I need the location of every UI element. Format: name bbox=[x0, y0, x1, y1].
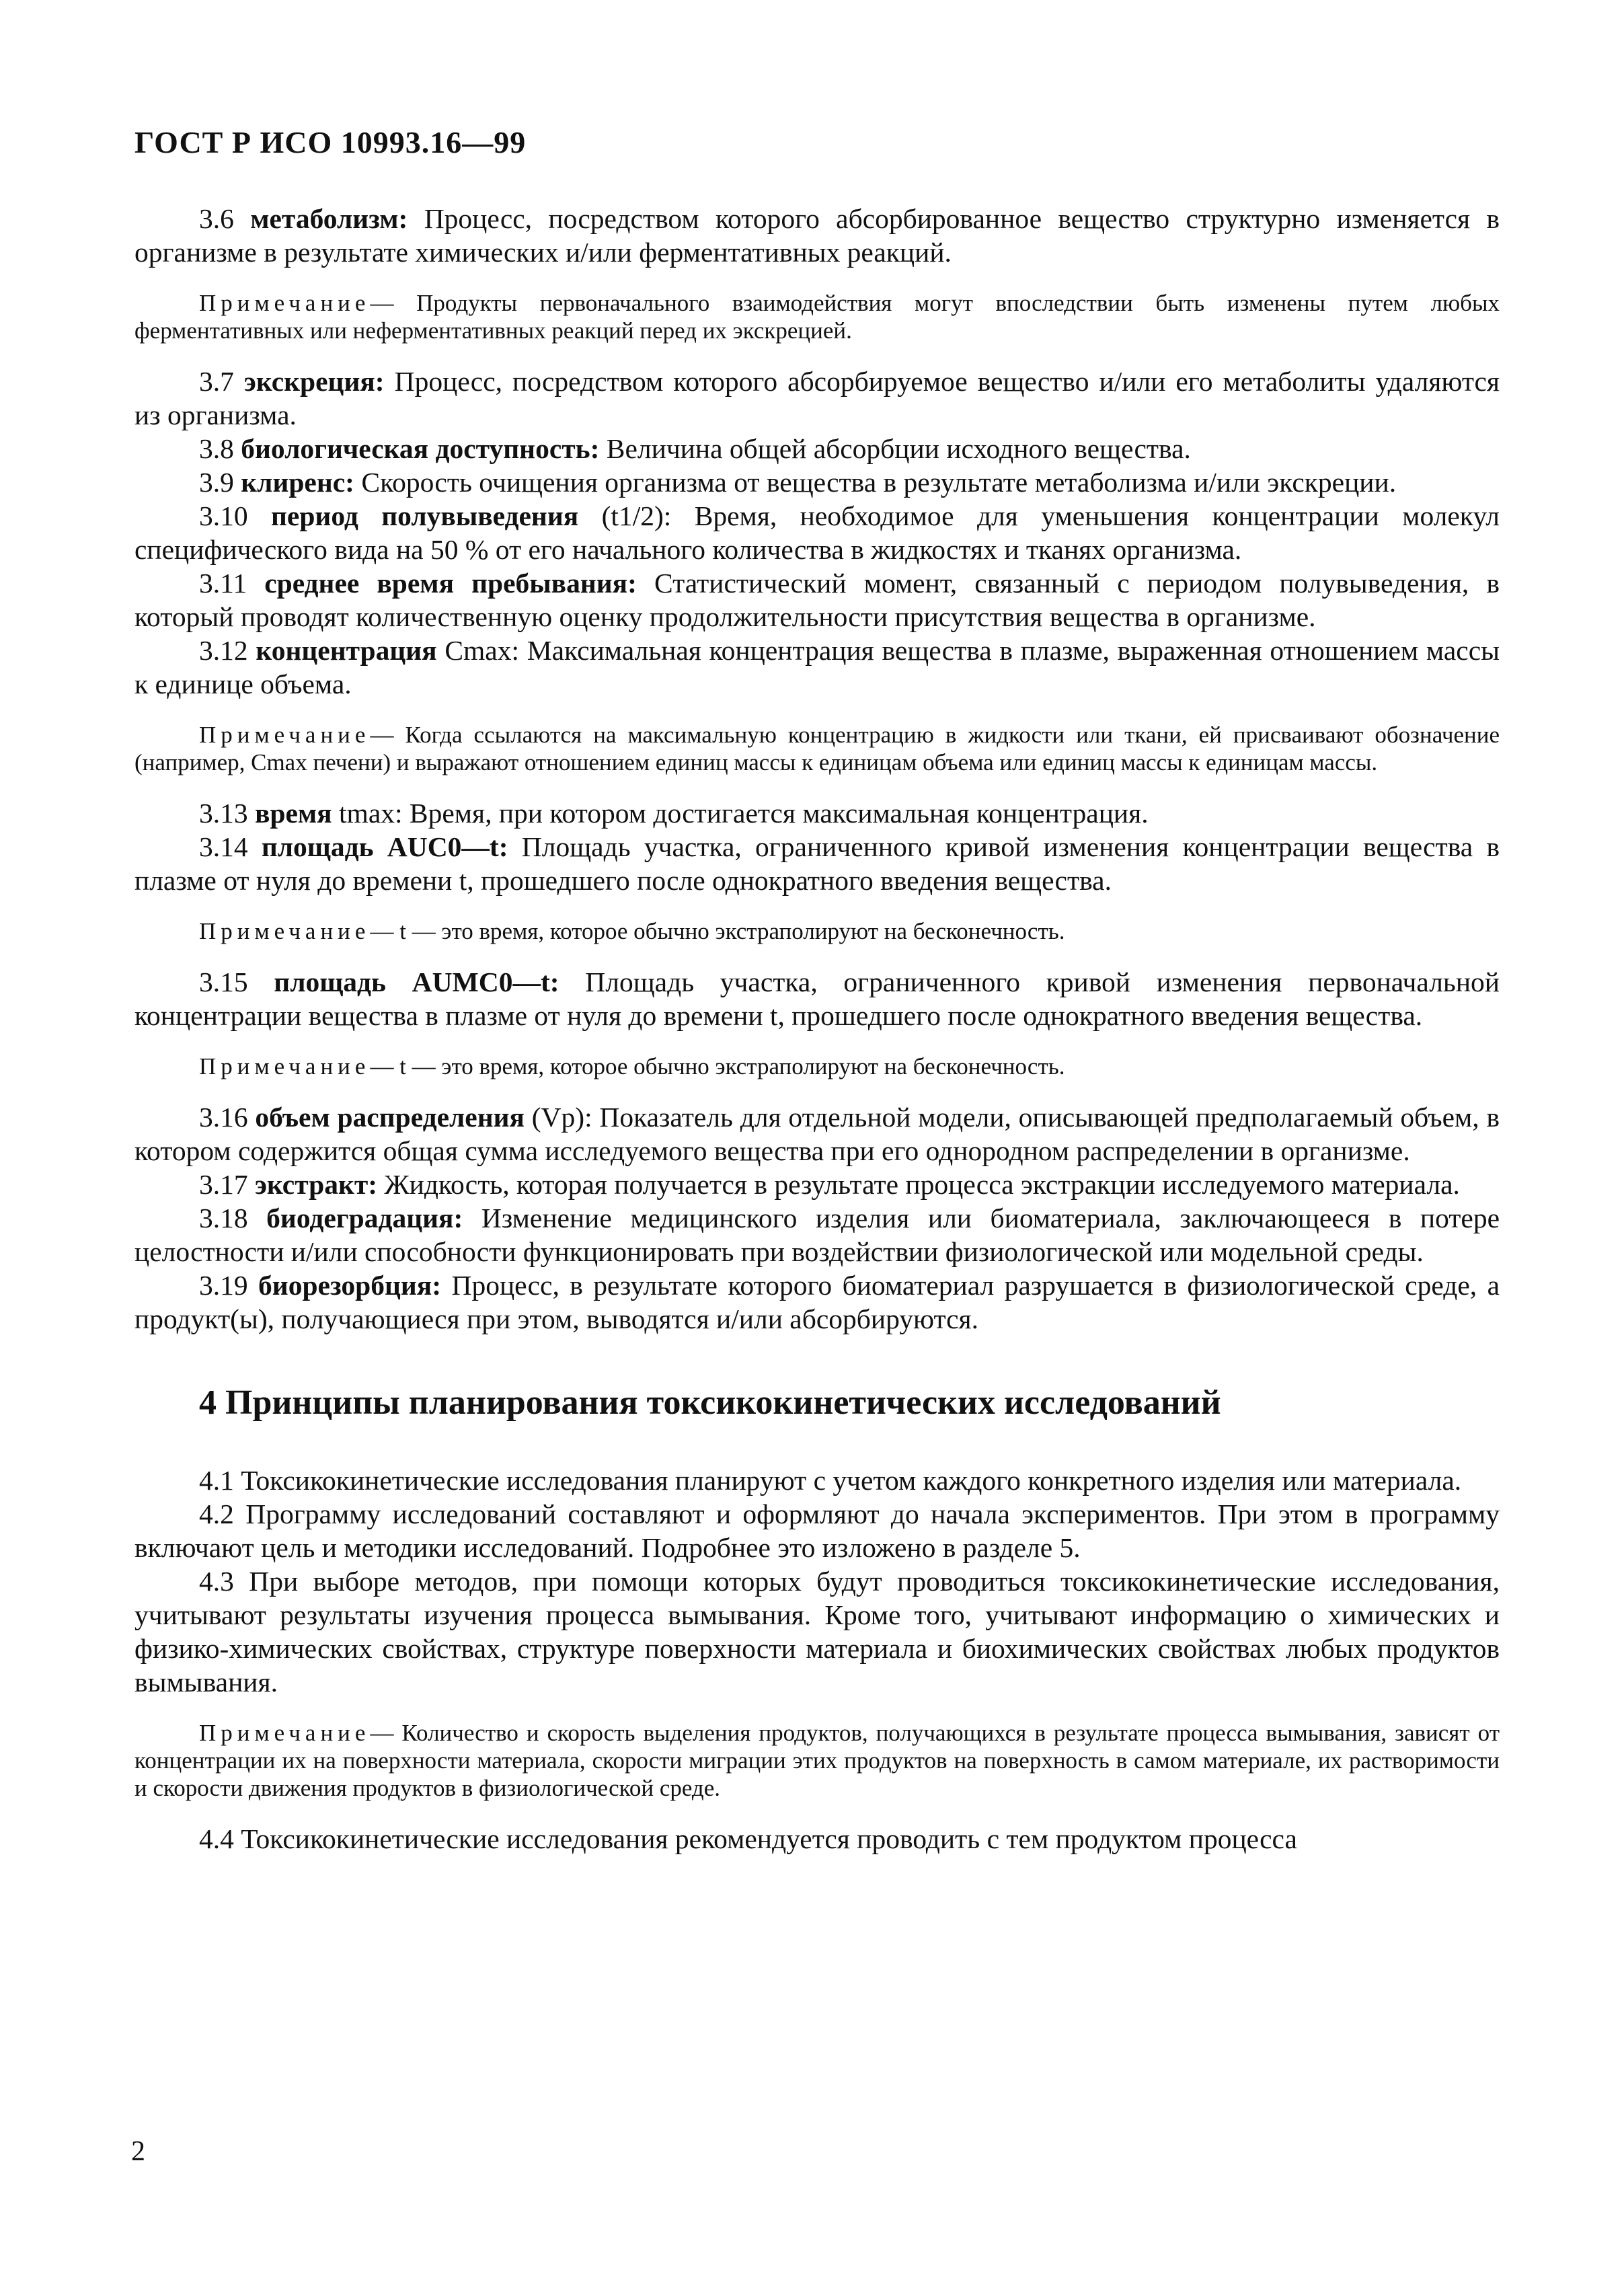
defined-term: биологическая доступность: bbox=[241, 433, 600, 464]
clause-text: Процесс, посредством которого абсорбируемое вещество и/или его метаболиты удаляются из организма. bbox=[134, 366, 1500, 430]
clause-paragraph bbox=[134, 1497, 1500, 1564]
note-paragraph bbox=[134, 1719, 1500, 1802]
clause-text: Изменение медицинского изделия или биоматериала, заключающееся в потере целостности и/или способности функционировать при воздействии физиологической или модельной среды. bbox=[134, 1203, 1500, 1267]
defined-term: клиренс: bbox=[241, 467, 355, 498]
clause-text: Величина общей абсорбции исходного вещества. bbox=[606, 433, 1191, 464]
clause-paragraph bbox=[134, 1564, 1500, 1699]
clause-paragraph bbox=[134, 1268, 1500, 1336]
section-heading: 4 Принципы планирования токсикокинетических исследований bbox=[199, 1383, 1221, 1422]
clause-text: Площадь участка, ограниченного кривой изменения первоначальной концентрации вещества в плазме от нуля до времени t, прошедшего после однократного введения вещества. bbox=[134, 966, 1500, 1031]
defined-term: период полувыведения bbox=[271, 500, 579, 531]
clause-text: Токсикокинетические исследования рекомендуется проводить с тем продуктом процесса bbox=[241, 1823, 1297, 1854]
clause-paragraph bbox=[134, 796, 1500, 830]
note-label: Примечание bbox=[199, 918, 371, 944]
clause-number: 3.6 bbox=[199, 203, 234, 234]
clause-text: Процесс, в результате которого биоматериал разрушается в физиологической среде, а продукт(ы), получающиеся при этом, выводятся и/или абсорбируются. bbox=[134, 1270, 1500, 1334]
defined-term: метаболизм: bbox=[250, 203, 408, 234]
clause-number: 3.19 bbox=[199, 1270, 248, 1301]
note-paragraph bbox=[134, 917, 1500, 945]
clause-number: 3.10 bbox=[199, 500, 248, 531]
clause-paragraph bbox=[134, 1822, 1500, 1856]
clause-number: 3.13 bbox=[199, 798, 248, 829]
clause-number: 3.11 bbox=[199, 568, 247, 599]
clause-number: 4.2 bbox=[199, 1498, 234, 1529]
clause-number: 3.15 bbox=[199, 966, 248, 997]
note-label: Примечание bbox=[199, 722, 371, 748]
clause-number: 3.14 bbox=[199, 831, 248, 862]
clause-number: 3.9 bbox=[199, 467, 234, 498]
clause-number: 3.8 bbox=[199, 433, 234, 464]
note-label: Примечание bbox=[199, 290, 371, 316]
note-text: — Количество и скорость выделения продуктов, получающихся в результате процесса вымывания, зависят от концентрации их на поверхности материала, скорости миграции этих продуктов на поверхность в самом материале, их растворимости и скорости движения продуктов в физиологической среде. bbox=[134, 1720, 1500, 1801]
clause-text: Скорость очищения организма от вещества в результате метаболизма и/или экскреции. bbox=[361, 467, 1397, 498]
clause-text: Статистический момент, связанный с периодом полувыведения, в который проводят количественную оценку продолжительности присутствия вещества в организме. bbox=[134, 568, 1500, 632]
clause-paragraph bbox=[134, 1464, 1500, 1497]
clause-text: (t1/2): Время, необходимое для уменьшения концентрации молекул специфического вида на 50 % от его начального количества в жидкостях и тканях организма. bbox=[134, 500, 1500, 565]
note-text: — t — это время, которое обычно экстраполируют на бесконечность. bbox=[370, 1053, 1065, 1079]
page-number: 2 bbox=[131, 2136, 145, 2167]
defined-term: объем распределения bbox=[255, 1102, 525, 1133]
defined-term: концентрация bbox=[256, 635, 437, 666]
clause-number: 4.3 bbox=[199, 1566, 234, 1597]
clause-paragraph bbox=[134, 1201, 1500, 1268]
clause-paragraph bbox=[134, 1100, 1500, 1168]
clause-text: Площадь участка, ограниченного кривой изменения концентрации вещества в плазме от нуля до времени t, прошедшего после однократного введения вещества. bbox=[134, 831, 1500, 896]
clause-text: Жидкость, которая получается в результате процесса экстракции исследуемого материала. bbox=[384, 1169, 1460, 1200]
defined-term: биорезорбция: bbox=[258, 1270, 442, 1301]
clause-text: tmax: Время, при котором достигается максимальная концентрация. bbox=[339, 798, 1149, 829]
defined-term: экстракт: bbox=[255, 1169, 378, 1200]
clause-paragraph bbox=[134, 965, 1500, 1032]
note-paragraph bbox=[134, 1053, 1500, 1080]
clause-number: 4.4 bbox=[199, 1823, 234, 1854]
clause-number: 3.17 bbox=[199, 1169, 248, 1200]
clause-paragraph bbox=[134, 465, 1500, 499]
clause-number: 4.1 bbox=[199, 1465, 234, 1496]
clause-number: 3.12 bbox=[199, 635, 248, 666]
document-body bbox=[134, 202, 1500, 1856]
clause-paragraph bbox=[134, 202, 1500, 269]
note-paragraph bbox=[134, 289, 1500, 344]
defined-term: биодеградация: bbox=[266, 1203, 463, 1233]
document-header: ГОСТ Р ИСО 10993.16—99 bbox=[134, 125, 527, 159]
clause-paragraph bbox=[134, 432, 1500, 465]
defined-term: площадь AUMC0—t: bbox=[274, 966, 559, 997]
clause-paragraph bbox=[134, 365, 1500, 432]
clause-text: Токсикокинетические исследования планируют с учетом каждого конкретного изделия или материала. bbox=[241, 1465, 1462, 1496]
clause-paragraph bbox=[134, 566, 1500, 634]
clause-paragraph bbox=[134, 499, 1500, 566]
clause-text: Процесс, посредством которого абсорбированное вещество структурно изменяется в организме в результате химических и/или ферментативных реакций. bbox=[134, 203, 1500, 268]
defined-term: время bbox=[255, 798, 332, 829]
clause-number: 3.18 bbox=[199, 1203, 248, 1233]
clause-number: 3.7 bbox=[199, 366, 234, 397]
note-text: — Продукты первоначального взаимодействия могут впоследствии быть изменены путем любых ферментативных или неферментативных реакций перед их экскрецией. bbox=[134, 290, 1500, 344]
note-label: Примечание bbox=[199, 1053, 371, 1079]
note-paragraph bbox=[134, 721, 1500, 776]
note-text: — Когда ссылаются на максимальную концентрацию в жидкости или ткани, ей присваивают обозначение (например, Cmax печени) и выражают отношением единиц массы к единицам объема или единиц массы к единицам массы. bbox=[134, 722, 1500, 775]
note-text: — t — это время, которое обычно экстраполируют на бесконечность. bbox=[370, 918, 1065, 944]
defined-term: площадь AUC0—t: bbox=[261, 831, 508, 862]
clause-text: При выборе методов, при помощи которых будут проводиться токсикокинетические исследования, учитывают результаты изучения процесса вымывания. Кроме того, учитывают информацию о химических и физико-химических свойствах, структуре поверхности материала и биохимических свойствах любых продуктов вымывания. bbox=[134, 1566, 1500, 1698]
clause-number: 3.16 bbox=[199, 1102, 248, 1133]
clause-text: Cmax: Максимальная концентрация вещества в плазме, выраженная отношением массы к единице объема. bbox=[134, 635, 1500, 699]
defined-term: экскреция: bbox=[243, 366, 385, 397]
clause-paragraph bbox=[134, 634, 1500, 701]
note-label: Примечание bbox=[199, 1720, 371, 1746]
clause-text: Программу исследований составляют и оформляют до начала экспериментов. При этом в программу включают цель и методики исследований. Подробнее это изложено в разделе 5. bbox=[134, 1498, 1500, 1563]
defined-term: среднее время пребывания: bbox=[264, 568, 637, 599]
clause-text: (Vp): Показатель для отдельной модели, описывающей предполагаемый объем, в котором содержится общая сумма исследуемого вещества при его однородном распределении в организме. bbox=[134, 1102, 1500, 1166]
clause-paragraph bbox=[134, 1168, 1500, 1201]
clause-paragraph bbox=[134, 830, 1500, 897]
